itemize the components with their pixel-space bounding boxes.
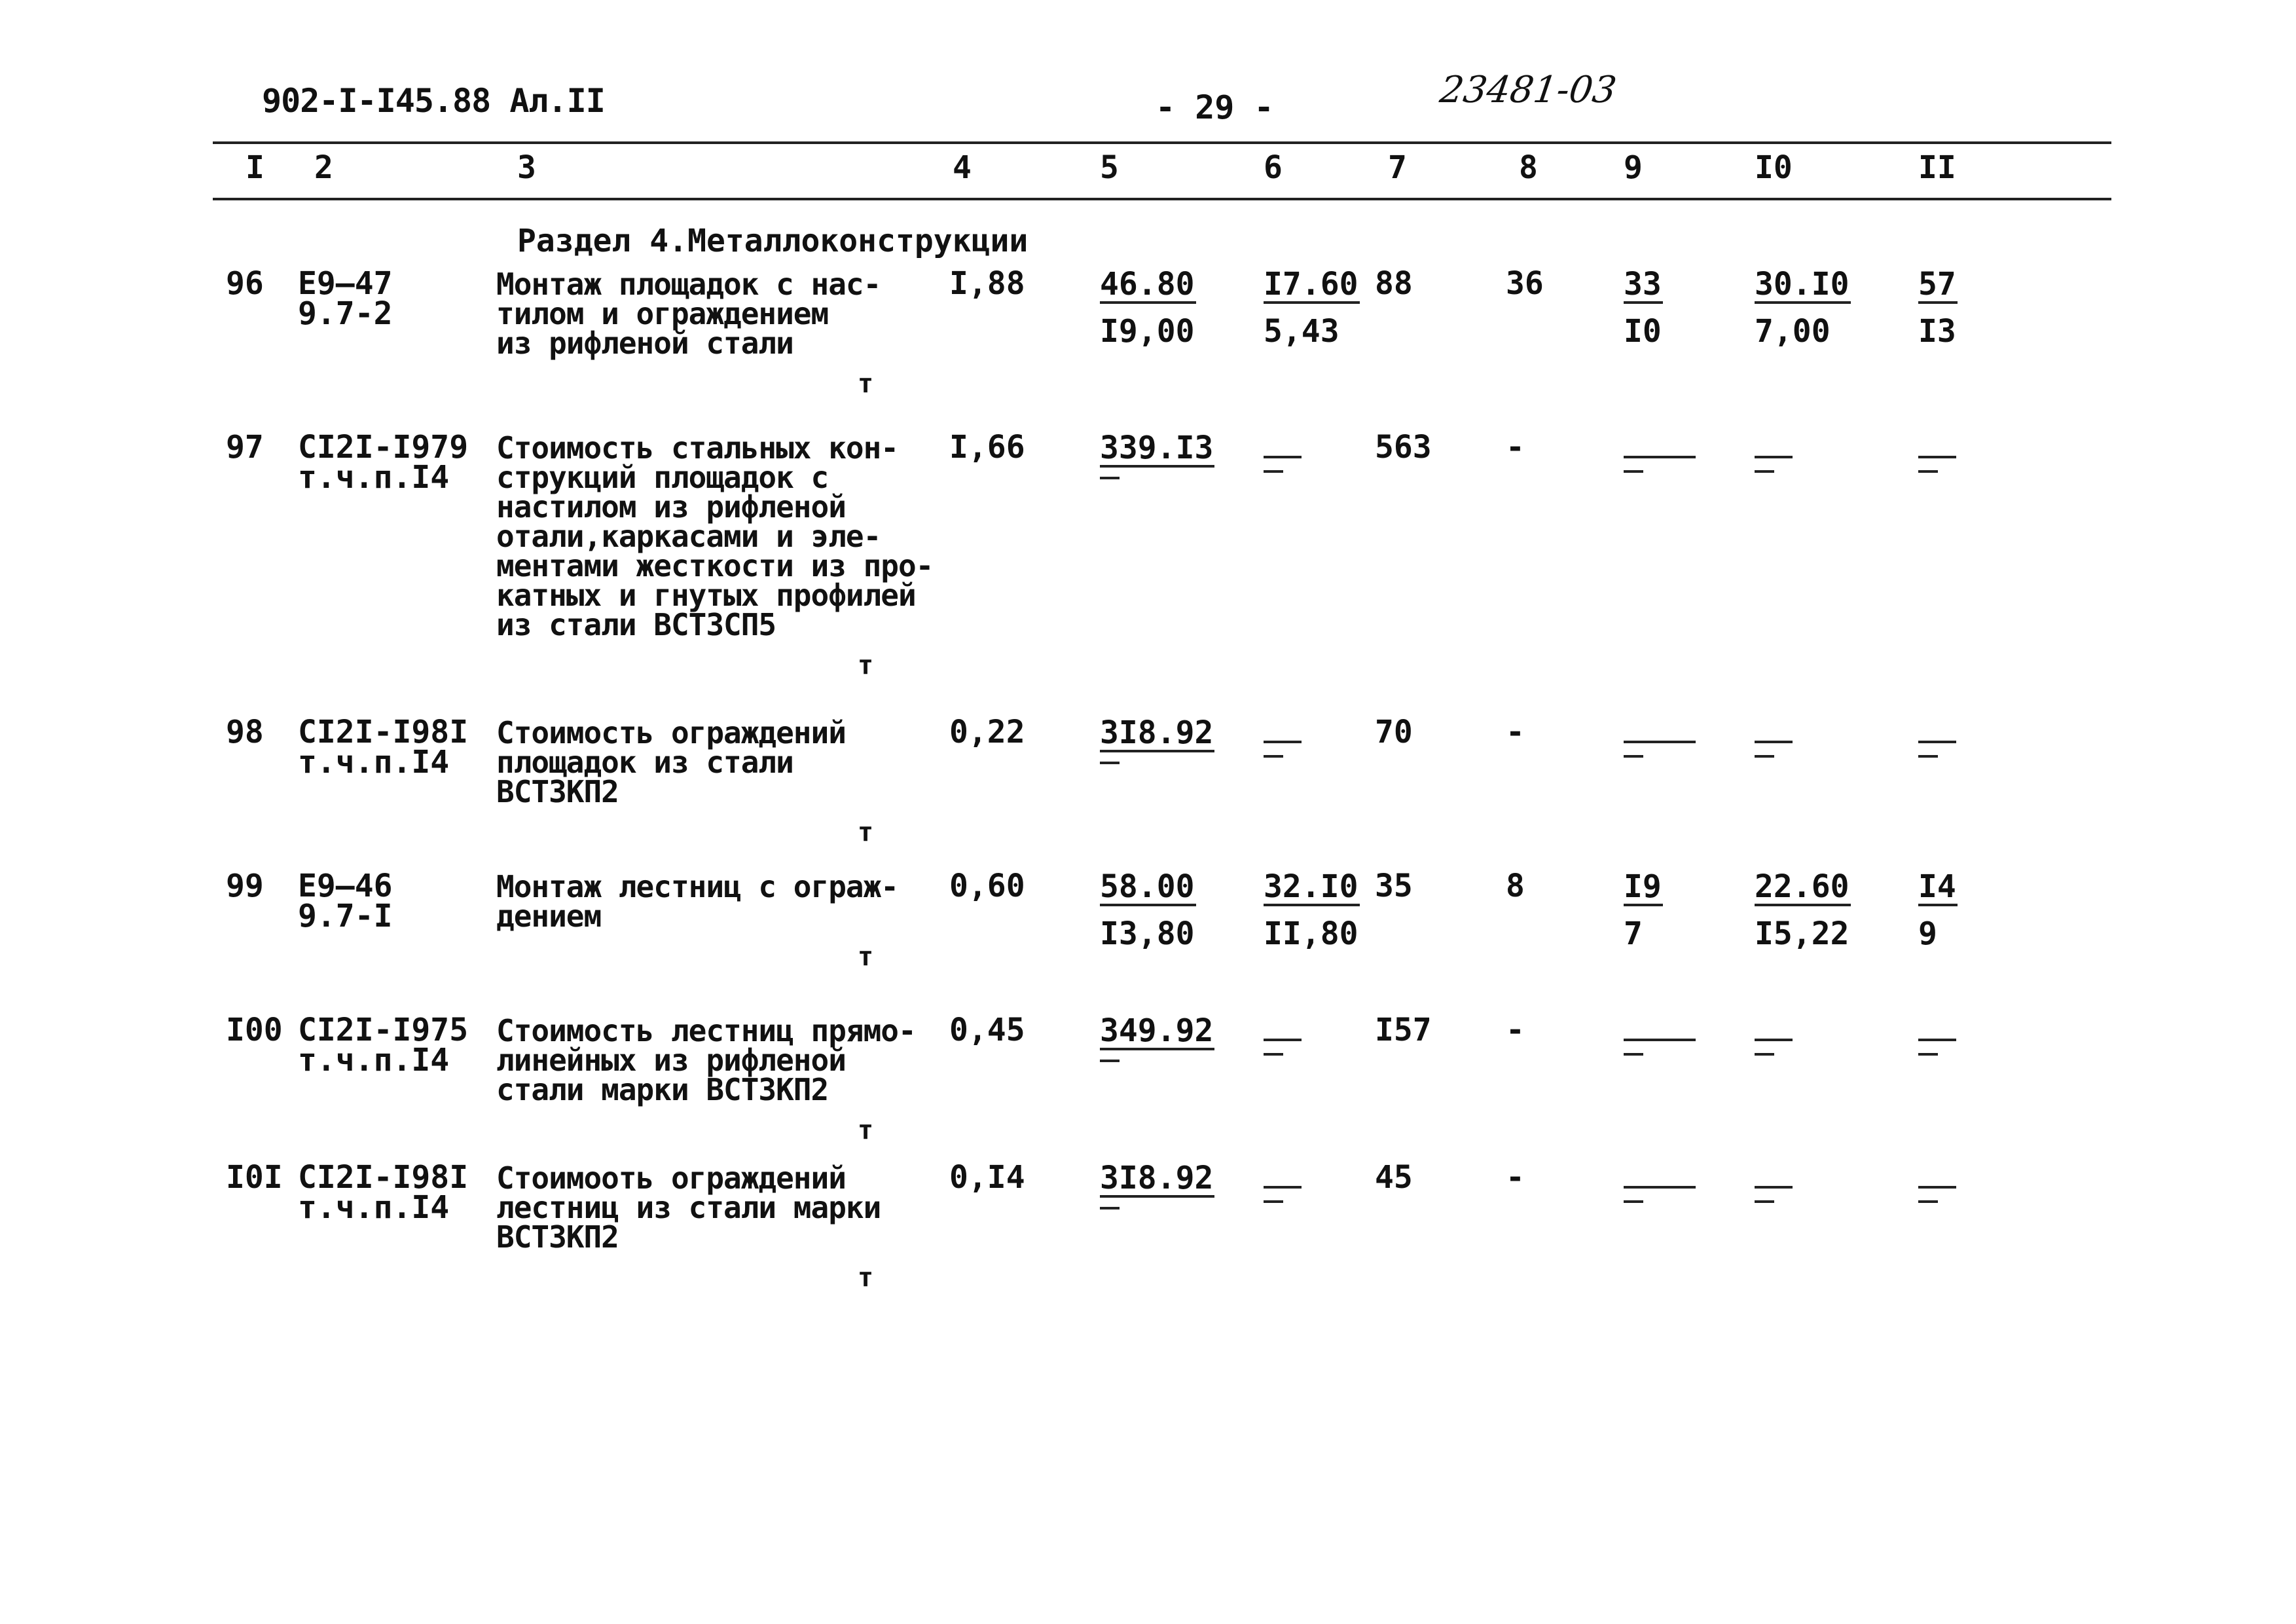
work-description — [496, 430, 934, 642]
total-wages — [1624, 1162, 1696, 1203]
column-number: II — [1918, 149, 1956, 186]
unit-cost-wages-bottom: II,80 — [1264, 915, 1358, 952]
dash-mark — [1100, 1207, 1120, 1209]
description-line: тилом и ограждением — [496, 296, 829, 331]
unit-cost — [1100, 266, 1196, 350]
total-wages — [1624, 1015, 1696, 1056]
description-line: струкций площадок с — [496, 460, 829, 495]
dash-mark — [1264, 741, 1302, 743]
dash-mark — [1100, 1060, 1120, 1062]
unit-cost-wages — [1264, 1162, 1302, 1203]
column-number: I0 — [1755, 149, 1793, 186]
dash-mark — [1918, 470, 1938, 473]
labor-cost — [1918, 868, 1958, 952]
labor-cost — [1918, 1015, 1956, 1056]
row-number: I0I — [226, 1159, 283, 1196]
dash-mark — [1918, 1053, 1938, 1056]
unit-label: т — [858, 1115, 874, 1145]
unit-cost — [1100, 868, 1196, 952]
unit-label: т — [858, 817, 874, 847]
machine-cost: 8 — [1506, 868, 1525, 904]
row-number: 96 — [226, 265, 264, 302]
dash-mark — [1755, 1039, 1793, 1041]
rate-code — [298, 1012, 469, 1079]
work-description — [496, 267, 881, 361]
column-number: 5 — [1100, 149, 1119, 186]
rate-code-line: 9.7-I — [298, 898, 393, 934]
work-description — [496, 869, 898, 934]
description-line: отали,каркасами и эле- — [496, 519, 881, 554]
unit-cost-wages — [1264, 868, 1360, 952]
work-description — [496, 1013, 916, 1107]
total-machines-top: 22.60 — [1755, 868, 1850, 905]
dash-mark — [1755, 1200, 1774, 1203]
unit-cost-wages — [1264, 266, 1360, 350]
dash-mark — [1624, 1039, 1696, 1041]
total-cost: 70 — [1375, 714, 1413, 750]
unit-cost-wages — [1264, 717, 1302, 758]
column-number: 4 — [953, 149, 972, 186]
total-machines — [1755, 266, 1851, 350]
rate-code-line: т.ч.п.I4 — [298, 744, 450, 781]
description-line: Монтаж лестниц с ограж- — [496, 869, 898, 904]
total-machines-top: 30.I0 — [1755, 266, 1850, 303]
total-machines — [1755, 432, 1793, 473]
dash-mark — [1624, 470, 1643, 473]
column-number: 6 — [1264, 149, 1283, 186]
unit-cost-top: 3I8.92 — [1100, 1160, 1214, 1196]
total-machines — [1755, 1162, 1793, 1203]
description-line: Монтаж площадок с нас- — [496, 267, 881, 302]
description-line: стали марки ВСТЗКП2 — [496, 1072, 829, 1107]
total-wages — [1624, 432, 1696, 473]
labor-cost-top: I4 — [1918, 868, 1956, 905]
description-line: ВСТЗКП2 — [496, 774, 619, 809]
total-wages-bottom: I0 — [1624, 313, 1662, 350]
description-line: Стоимость лестниц прямо- — [496, 1013, 916, 1048]
page-number: - 29 - — [1156, 88, 1274, 126]
rate-code-line: E9–47 — [298, 265, 393, 302]
unit-label: т — [858, 942, 874, 972]
dash-mark — [1755, 470, 1774, 473]
column-number: 9 — [1624, 149, 1643, 186]
work-description — [496, 715, 846, 809]
dash-mark — [1755, 755, 1774, 758]
total-cost: 45 — [1375, 1159, 1413, 1196]
unit-cost-wages — [1264, 432, 1302, 473]
dash-mark — [1624, 1200, 1643, 1203]
row-number: I00 — [226, 1012, 283, 1048]
dash-mark — [1755, 456, 1793, 458]
labor-cost — [1918, 1162, 1956, 1203]
column-number: 3 — [517, 149, 536, 186]
rate-code — [298, 1159, 469, 1226]
rate-code-line: 9.7-2 — [298, 295, 393, 332]
unit-cost-wages-bottom: 5,43 — [1264, 313, 1339, 350]
column-number: 8 — [1519, 149, 1538, 186]
unit-cost-top: 46.80 — [1100, 266, 1195, 303]
rate-code-line: т.ч.п.I4 — [298, 459, 450, 496]
total-machines-bottom: I5,22 — [1755, 915, 1850, 952]
total-cost: 563 — [1375, 429, 1432, 466]
dash-mark — [1264, 456, 1302, 458]
unit-cost — [1100, 1012, 1214, 1062]
unit-cost — [1100, 714, 1214, 764]
quantity: I,66 — [949, 429, 1025, 466]
rate-code-line: т.ч.п.I4 — [298, 1042, 450, 1079]
rate-code-line: E9–46 — [298, 868, 393, 904]
handwritten-number: 23481-03 — [1437, 69, 1619, 111]
unit-cost-wages — [1264, 1015, 1302, 1056]
labor-cost-bottom: 9 — [1918, 915, 1937, 952]
dash-mark — [1755, 1186, 1793, 1189]
description-line: катных и гнутых профилей — [496, 578, 916, 613]
dash-mark — [1918, 1200, 1938, 1203]
machine-cost: 36 — [1506, 265, 1544, 302]
section-title: Раздел 4.Металлоконструкции — [517, 223, 1029, 259]
machine-cost: - — [1506, 429, 1525, 466]
total-wages — [1624, 868, 1663, 952]
rate-code — [298, 868, 393, 934]
total-machines — [1755, 1015, 1793, 1056]
dash-mark — [1918, 755, 1938, 758]
dash-mark — [1264, 470, 1283, 473]
quantity: 0,22 — [949, 714, 1025, 750]
labor-cost — [1918, 266, 1958, 350]
machine-cost: - — [1506, 1012, 1525, 1048]
total-wages-bottom: 7 — [1624, 915, 1643, 952]
total-machines — [1755, 868, 1851, 952]
total-machines-bottom: 7,00 — [1755, 313, 1831, 350]
rate-code-line: т.ч.п.I4 — [298, 1189, 450, 1226]
document-code: 902-I-I45.88 Ал.II — [262, 82, 605, 120]
description-line: Стоимость стальных кон- — [496, 430, 898, 466]
rate-code-line: CI2I-I975 — [298, 1012, 469, 1048]
row-number: 98 — [226, 714, 264, 750]
rate-code-line: CI2I-I98I — [298, 714, 469, 750]
unit-cost-top: 349.92 — [1100, 1012, 1214, 1049]
column-number: I — [246, 149, 264, 186]
unit-label: т — [858, 1263, 874, 1293]
description-line: настилом из рифленой — [496, 489, 846, 525]
labor-cost — [1918, 432, 1956, 473]
description-line: дением — [496, 898, 602, 934]
total-wages-top: I9 — [1624, 868, 1662, 905]
unit-cost-wages-top: I7.60 — [1264, 266, 1358, 303]
dash-mark — [1755, 1053, 1774, 1056]
quantity: 0,45 — [949, 1012, 1025, 1048]
total-cost: 88 — [1375, 265, 1413, 302]
unit-cost — [1100, 1162, 1214, 1209]
unit-label: т — [858, 650, 874, 680]
dash-mark — [1755, 741, 1793, 743]
unit-cost-bottom: I3,80 — [1100, 915, 1195, 952]
dash-mark — [1624, 741, 1696, 743]
machine-cost: - — [1506, 714, 1525, 750]
header-rule-bottom — [213, 198, 2111, 200]
row-number: 97 — [226, 429, 264, 466]
dash-mark — [1624, 755, 1643, 758]
machine-cost: - — [1506, 1159, 1525, 1196]
description-line: Стоимоoть ограждений — [496, 1160, 846, 1196]
description-line: ментами жесткости из про- — [496, 548, 934, 583]
dash-mark — [1624, 456, 1696, 458]
description-line: ВСТЗКП2 — [496, 1219, 619, 1255]
dash-mark — [1624, 1186, 1696, 1189]
dash-mark — [1624, 1053, 1643, 1056]
total-wages — [1624, 266, 1663, 350]
total-machines — [1755, 717, 1793, 758]
labor-cost-top: 57 — [1918, 266, 1956, 303]
rate-code — [298, 265, 393, 332]
dash-mark — [1264, 755, 1283, 758]
quantity: 0,I4 — [949, 1159, 1025, 1196]
dash-mark — [1918, 1186, 1956, 1189]
dash-mark — [1918, 741, 1956, 743]
description-line: площадок из стали — [496, 745, 793, 780]
rate-code-line: CI2I-I979 — [298, 429, 469, 466]
unit-label: т — [858, 369, 874, 399]
dash-mark — [1264, 1186, 1302, 1189]
description-line: из стали ВСТЗСП5 — [496, 607, 776, 642]
header-rule-top — [213, 141, 2111, 144]
row-number: 99 — [226, 868, 264, 904]
labor-cost — [1918, 717, 1956, 758]
description-line: Стоимость ограждений — [496, 715, 846, 750]
description-line: из рифленой стали — [496, 325, 793, 361]
dash-mark — [1264, 1039, 1302, 1041]
dash-mark — [1100, 477, 1120, 479]
dash-mark — [1918, 456, 1956, 458]
dash-mark — [1264, 1200, 1283, 1203]
dash-mark — [1100, 762, 1120, 764]
rate-code — [298, 429, 469, 496]
column-number: 7 — [1388, 149, 1407, 186]
total-cost: 35 — [1375, 868, 1413, 904]
dash-mark — [1264, 1053, 1283, 1056]
description-line: линейных из рифленой — [496, 1043, 846, 1078]
dash-mark — [1918, 1039, 1956, 1041]
unit-cost-top: 58.00 — [1100, 868, 1195, 905]
quantity: 0,60 — [949, 868, 1025, 904]
unit-cost — [1100, 432, 1214, 479]
labor-cost-bottom: I3 — [1918, 313, 1956, 350]
rate-code — [298, 714, 469, 781]
description-line: лестниц из стали марки — [496, 1190, 881, 1225]
work-description — [496, 1160, 881, 1255]
unit-cost-top: 3I8.92 — [1100, 714, 1214, 751]
total-wages-top: 33 — [1624, 266, 1662, 303]
column-number: 2 — [314, 149, 333, 186]
total-wages — [1624, 717, 1696, 758]
unit-cost-top: 339.I3 — [1100, 430, 1214, 466]
unit-cost-wages-top: 32.I0 — [1264, 868, 1358, 905]
total-cost: I57 — [1375, 1012, 1432, 1048]
quantity: I,88 — [949, 265, 1025, 302]
unit-cost-bottom: I9,00 — [1100, 313, 1195, 350]
rate-code-line: CI2I-I98I — [298, 1159, 469, 1196]
